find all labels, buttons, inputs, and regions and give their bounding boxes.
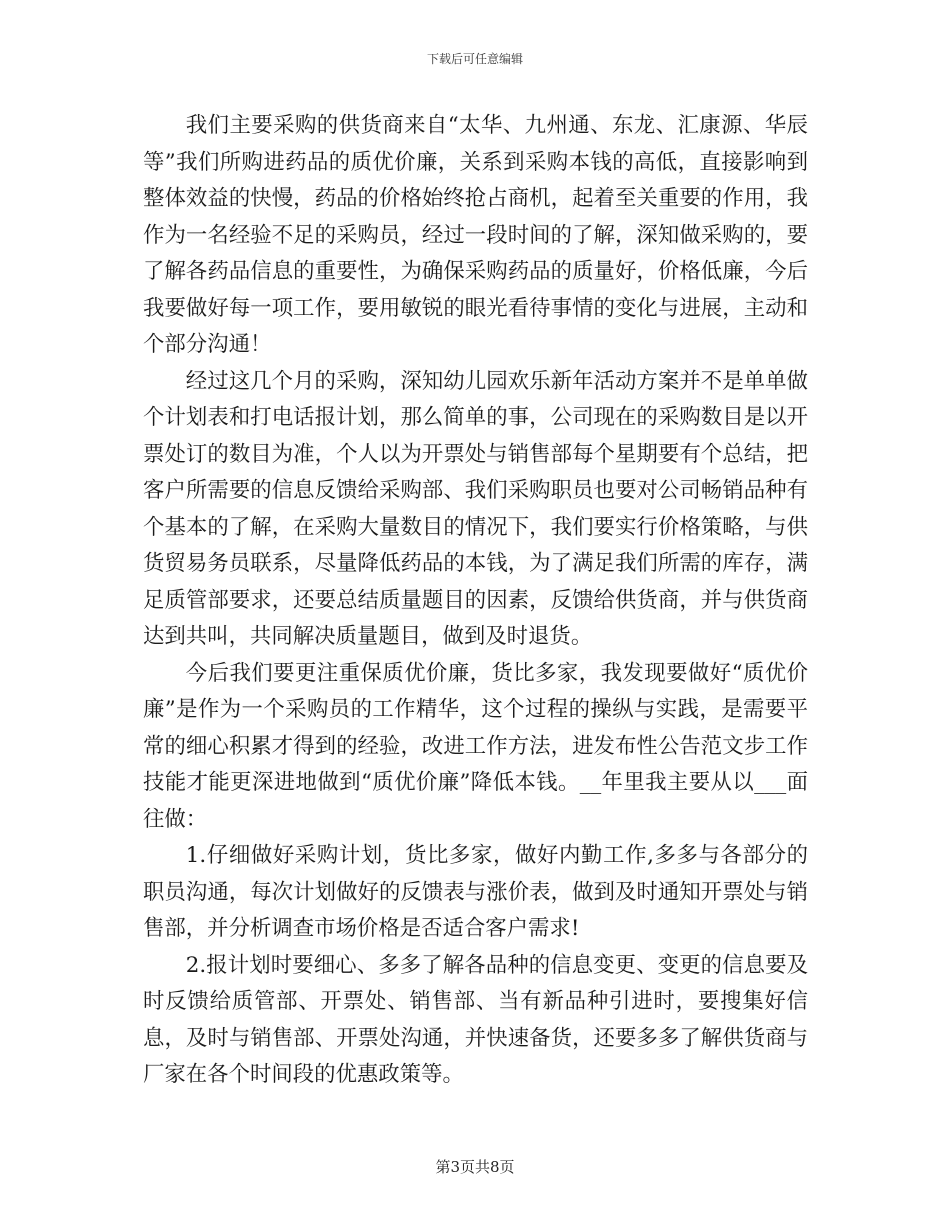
paragraph-suppliers: 我们主要采购的供货商来自“太华、九州通、东龙、汇康源、华辰等”我们所购进药品的质优价廉，关系到采购本钱的高低，直接影响到整体效益的快慢，药品的价格始终抢占商机，起着至关重要的作用，我作为一名经验不足的采购员，经过一段时间的了解，深知做采购的，要了解各药品信息的重要性，为确保采购药品的质量好，价格低廉，今后我要做好每一项工作，要用敏锐的眼光看待事情的变化与进展，主动和个部分沟通！ [143,113,808,357]
page-number: 第3页共8页 [435,1158,515,1176]
page-header: 下载后可任意编辑 [426,52,523,66]
list-item-2: 2.报计划时要细心、多多了解各品种的信息变更、变更的信息要及时反馈给质管部、开票处、销售部、当有新品种引进时，要搜集好信息，及时与销售部、开票处沟通，并快速备货，还要多多了解供货商与厂家在各个时间段的优惠政策等。 [143,952,808,1087]
paragraph-quality-price: 今后我们要更注重保质优价廉，货比多家，我发现要做好“质优价廉”是作为一个采购员的工作精华，这个过程的操纵与实践，是需要平常的细心积累才得到的经验，改进工作方法，进发布性公告范文步工作技能才能更深进地做到“质优价廉”降低本钱。__年里我主要从以___面往做： [143,660,808,832]
paragraph-procurement-experience: 经过这几个月的采购，深知幼儿园欢乐新年活动方案并不是单单做个计划表和打电话报计划，那么简单的事，公司现在的采购数目是以开票处订的数目为准，个人以为开票处与销售部每个星期要有个总结，把客户所需要的信息反馈给采购部、我们采购职员也要对公司畅销品种有个基本的了解，在采购大量数目的情况下，我们要实行价格策略，与供货贸易务员联系，尽量降低药品的本钱，为了满足我们所需的库存，满足质管部要求，还要总结质量题目的因素，反馈给供货商，并与供货商达到共叫，共同解决质量题目，做到及时退货。 [143,368,808,649]
document-body [143,108,808,1094]
list-item-1: 1.仔细做好采购计划，货比多家，做好内勤工作,多多与各部分的职员沟通，每次计划做好的反馈表与涨价表，做到及时通知开票处与销售部，并分析调查市场价格是否适合客户需求! [143,843,808,941]
